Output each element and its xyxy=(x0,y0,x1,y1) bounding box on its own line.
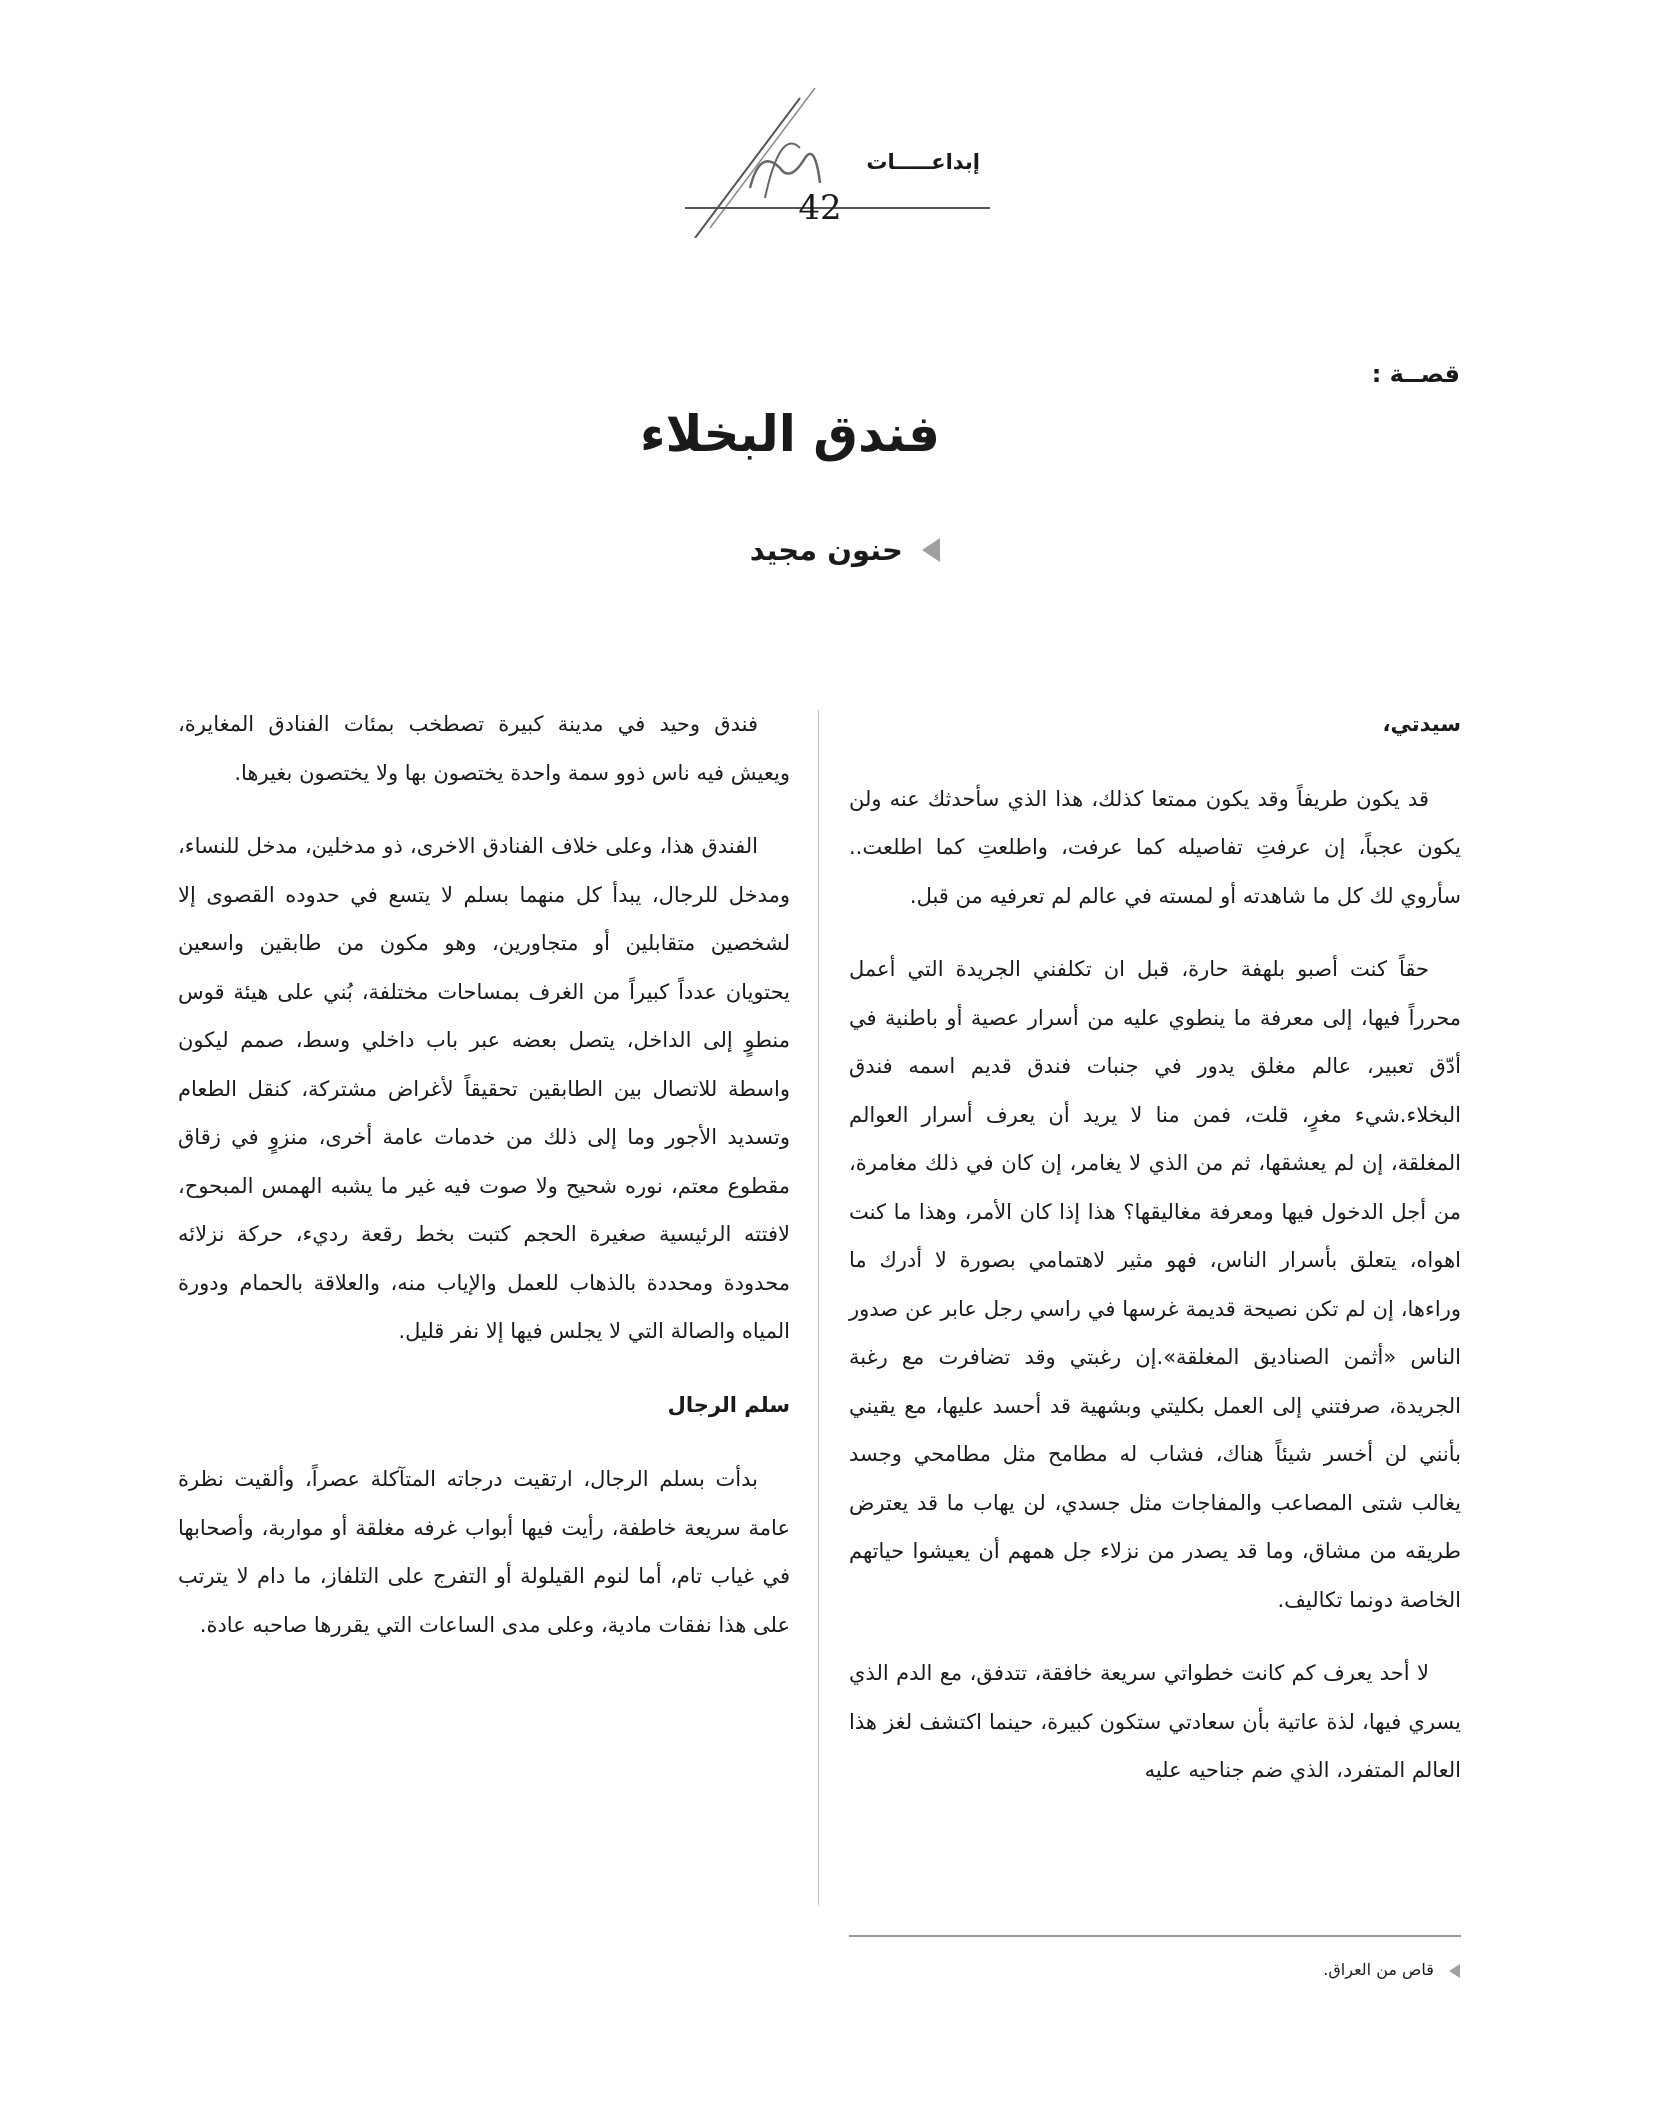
column-divider xyxy=(818,710,819,1905)
logo-wordmark: أفكار xyxy=(720,139,729,144)
paragraph: فندق وحيد في مدينة كبيرة تصطخب بمئات الفنادق المغايرة، ويعيش فيه ناس ذوو سمة واحدة يختصون بها ولا يختصون بغيرها. xyxy=(178,712,790,785)
salutation-heading: سيدتي، xyxy=(1382,712,1461,736)
footnote-divider xyxy=(849,1935,1461,1937)
paragraph: قد يكون طريفاً وقد يكون ممتعا كذلك، هذا الذي سأحدثك عنه ولن يكون عجباً، إن عرفتِ تفاصيله كما عرفت، واطلعتِ كما اطلعت.. سأروي لك كل ما شاهدته أو لمسته في عالم لم تعرفيه من قبل. xyxy=(849,786,1461,908)
paragraph: بدأت بسلم الرجال، ارتقيت درجاته المتآكلة عصراً، وألقيت نظرة عامة سريعة خاطفة، رأيت فيها أبواب غرفه مغلقة أو مواربة، وأصحابها في غياب تام، أما لنوم القيلولة أو التفرج على التلفاز، ما دام لا يترتب على هذا نفقات مادية، وعلى مدى الساعات التي يقررها صاحبه عادة. xyxy=(178,1467,790,1637)
page-number: 42 xyxy=(798,188,842,228)
article-column-right xyxy=(849,700,1461,1820)
triangle-bullet-icon xyxy=(922,538,940,562)
section-heading: سلم الرجال xyxy=(667,1392,790,1417)
paragraph: حقاً كنت أصبو بلهفة حارة، قبل ان تكلفني الجريدة التي أعمل محرراً فيها، إلى معرفة ما ينطوي عليه من أسرار عصية أو باطنية في أدّق تعبير، عالم مغلق يدور في جنبات فندق قديم اسمه فندق البخلاء.شيء مغرٍ، قلت، فمن منا لا يريد أن يعرف أسرار العوالم المغلقة، إن لم يعشقها، ثم من الذي لا يغامر، إن كان في ذلك مغامرة، من أجل الدخول فيها ومعرفة مغاليقها؟ هذا إذا كان الأمر، وهذا ما كنت اهواه، يتعلق بأسرار الناس، فهو مثير لاهتمامي بصورة لا أدرك ما وراءها، إن لم تكن نصيحة قديمة غرسها في راسي رجل عابر عن صدور الناس «أثمن الصناديق المغلقة».إن رغبتي وقد تضافرت مع رغبة الجريدة، صرفتني إلى العمل بكليتي وبشهية قد أحسد عليها، مع يقيني بأنني لن أخسر شيئاً هناك، فشاب له مطامح مثل مطامحي وجسد يغالب شتى المصاعب والمفاجات مثل جسدي، لن يهاب ما قد يعترض طريقه من مشاق، وما قد يصدر من نزلاء جل همهم أن يعيشوا حياتهم الخاصة دونما تكاليف. xyxy=(849,957,1461,1612)
paragraph: لا أحد يعرف كم كانت خطواتي سريعة خافقة، تتدفق، مع الدم الذي يسري فيها، لذة عاتية بأن سعادتي ستكون كبيرة، حينما اكتشف لغز هذا العالم المتفرد، الذي ضم جناحيه عليه xyxy=(849,1661,1461,1782)
footnote xyxy=(1100,1960,1460,1979)
triangle-bullet-icon xyxy=(1449,1964,1460,1978)
paragraph: الفندق هذا، وعلى خلاف الفنادق الاخرى، ذو مدخلين، مدخل للنساء، ومدخل للرجال، يبدأ كل منهما بسلم لا يتسع في حدوده القصوى إلا لشخصين متقابلين أو متجاورين، وهو مكون من طابقين واسعين يحتويان عدداً كبيراً من الغرف بمساحات مختلفة، بُني على هيئة قوس منطوٍ إلى الداخل، يتصل بعضه عبر باب داخلي وسط، صمم ليكون واسطة للاتصال بين الطابقين تحقيقاً لأغراض مشتركة، كنقل الطعام وتسديد الأجور وما إلى ذلك من خدمات عامة أخرى، منزوٍ في زقاق مقطوع معتم، نوره شحيح ولا صوت فيه غير ما يشبه الهمس المبحوح، لافتته الرئيسية صغيرة الحجم كتبت بخط رقعة رديء، حركة نزلائه محدودة ومحددة بالذهاب للعمل والإياب منه، والعلاقة بالحمام ودورة المياه والصالة التي لا يجلس فيها إلا نفر قليل. xyxy=(178,834,790,1343)
footnote-text: قاص من العراق. xyxy=(1323,1960,1434,1979)
article-column-left xyxy=(178,700,790,1674)
category-label: قصــة : xyxy=(1371,360,1460,388)
author-name: حنون مجيد xyxy=(749,533,903,567)
article-title: فندق البخلاء xyxy=(639,405,940,463)
author-byline xyxy=(620,533,940,567)
section-label: إبداعـــــات xyxy=(866,150,980,174)
